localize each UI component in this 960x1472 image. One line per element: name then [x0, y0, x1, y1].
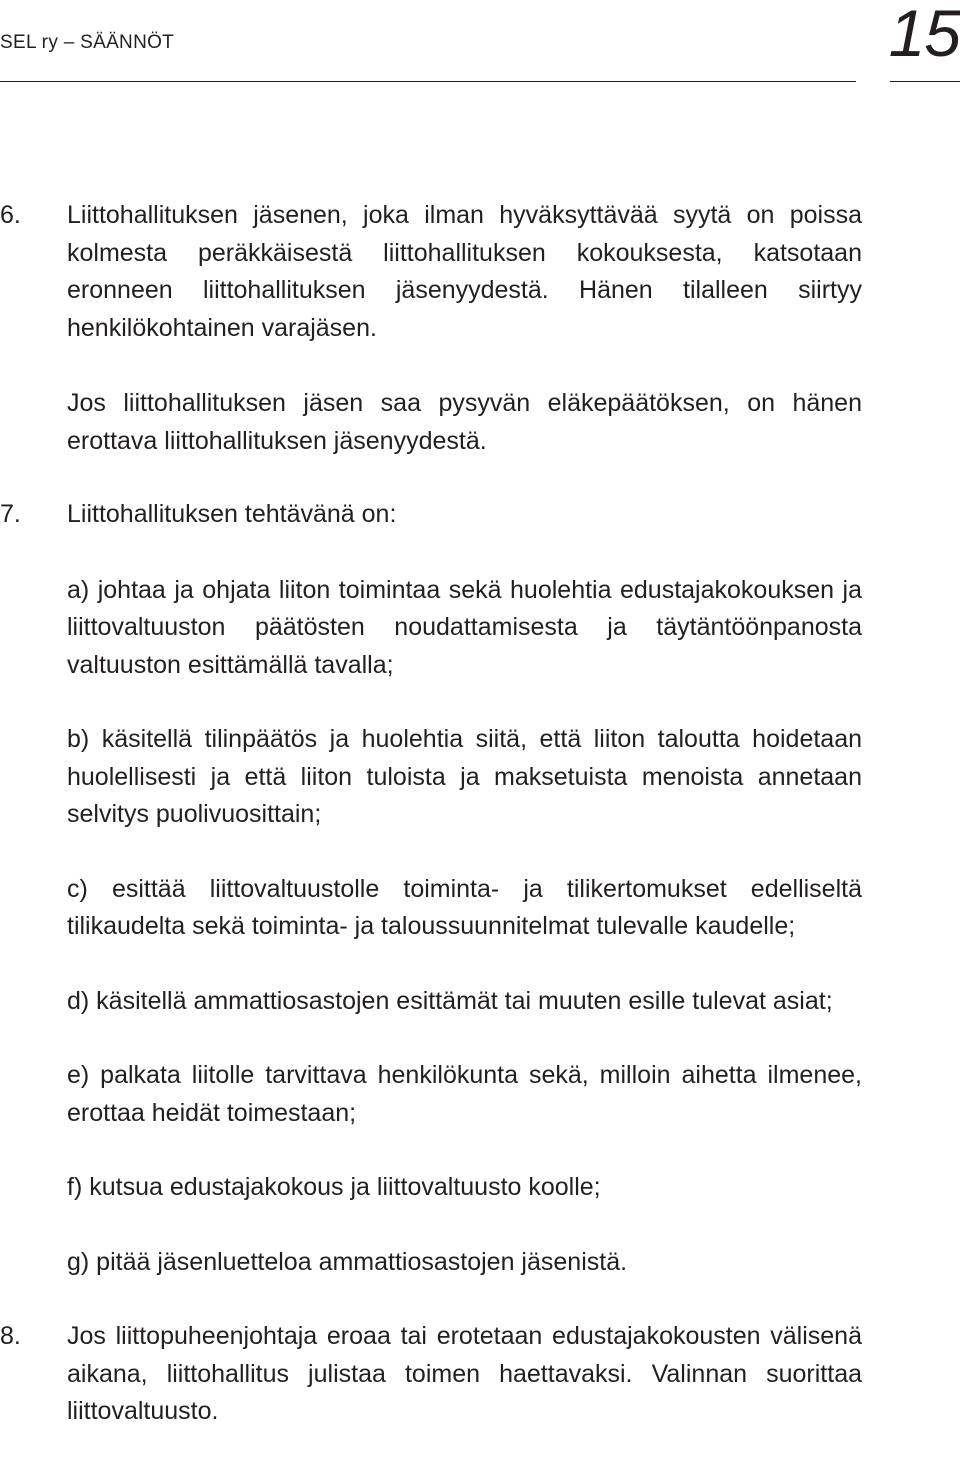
list-item: e) palkata liitolle tarvittava henkilökunta sekä, milloin aihetta ilmenee, erottaa heidät toimestaan;: [67, 1061, 862, 1127]
document-body: [0, 197, 862, 1431]
section-number: 7.: [0, 500, 21, 528]
running-header: SEL ry – SÄÄNNÖT: [0, 32, 175, 53]
section-8: [0, 1318, 862, 1431]
paragraph: Jos liittopuheenjohtaja eroaa tai erotetaan edustajakokousten välisenä aikana, liittohallitus julistaa toimen haettavaksi. Valinnan suorittaa liittovaltuusto.: [67, 1322, 862, 1425]
section-intro: Liittohallituksen tehtävänä on:: [67, 500, 397, 528]
paragraph: Jos liittohallituksen jäsen saa pysyvän eläkepäätöksen, on hänen erottava liittohallituksen jäsenyydestä.: [67, 389, 862, 455]
section-7: [0, 496, 862, 1281]
section-number: 6.: [0, 201, 21, 229]
section-number: 8.: [0, 1322, 21, 1350]
header-rule: [0, 81, 856, 82]
page-number: 15: [888, 0, 960, 70]
list-item: f) kutsua edustajakokous ja liittovaltuusto koolle;: [67, 1173, 601, 1201]
list-item: b) käsitellä tilinpäätös ja huolehtia siitä, että liiton taloutta hoidetaan huolellisesti ja että liiton tuloista ja maksetuista menoista annetaan selvitys puolivuosittain;: [67, 725, 862, 828]
list-item: d) käsitellä ammattiosastojen esittämät tai muuten esille tulevat asiat;: [67, 986, 833, 1015]
paragraph: Liittohallituksen jäsenen, joka ilman hyväksyttävää syytä on poissa kolmesta peräkkäisestä liittohallituksen kokouksesta, katsotaan eronneen liittohallituksen jäsenyydestä. Hänen tilalleen siirtyy henkilökohtainen varajäsen.: [67, 201, 862, 342]
list-item: c) esittää liittovaltuustolle toiminta- ja tilikertomukset edelliseltä tilikaudelta sekä toiminta- ja taloussuunnitelmat tulevalle kaudelle;: [67, 874, 862, 940]
list-item: g) pitää jäsenluetteloa ammattiosastojen jäsenistä.: [67, 1247, 628, 1276]
list-item: a) johtaa ja ohjata liiton toimintaa sekä huolehtia edustajakokouksen ja liittovaltuuston päätösten noudattamisesta ja täytäntöönpanosta valtuuston esittämällä tavalla;: [67, 575, 862, 679]
page-number-rule: [890, 81, 960, 82]
section-6: [0, 197, 862, 460]
